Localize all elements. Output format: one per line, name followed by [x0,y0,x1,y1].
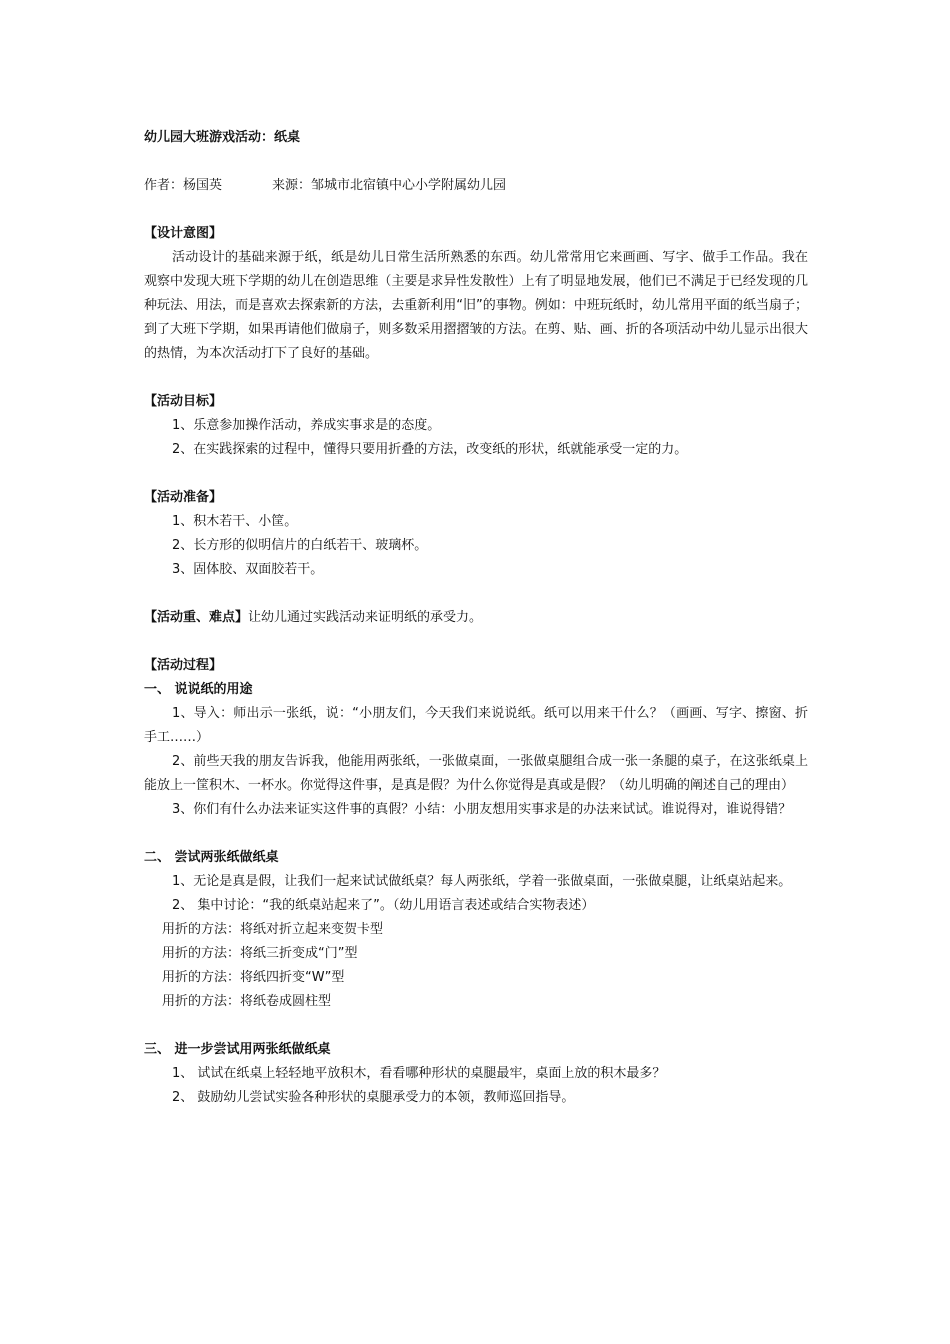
process-part3-item: 2、 鼓励幼儿尝试实验各种形状的桌腿承受力的本领，教师巡回指导。 [172,1090,575,1105]
source-label: 来源：邹城市北宿镇中心小学附属幼儿园 [272,178,507,193]
key-points-heading: 【活动重、难点】 [144,610,249,625]
preparation-heading: 【活动准备】 [144,490,223,505]
design-intent-heading: 【设计意图】 [144,226,223,241]
process-part2-heading: 二、 尝试两张纸做纸桌 [144,850,279,865]
fold-method: 用折的方法：将纸三折变成“门”型 [162,946,358,961]
process-part3-heading: 三、 进一步尝试用两张纸做纸桌 [144,1042,331,1057]
process-part3-item: 1、 试试在纸桌上轻轻地平放积木，看看哪种形状的桌腿最牢，桌面上放的积木最多？ [172,1066,666,1081]
document-page [144,126,808,1110]
process-part2-item: 1、无论是真是假，让我们一起来试试做纸桌？每人两张纸，学着一张做桌面，一张做桌腿，让纸桌站起来。 [172,874,792,889]
process-part2-item: 2、 集中讨论：“我的纸桌站起来了”。（幼儿用语言表述或结合实物表述） [172,898,595,913]
document-title: 幼儿园大班游戏活动：纸桌 [144,130,301,145]
fold-method: 用折的方法：将纸四折变“W”型 [162,970,345,985]
process-part1-heading: 一、 说说纸的用途 [144,682,253,697]
process-part1-item: 3、你们有什么办法来证实这件事的真假？小结：小朋友想用实事求是的办法来试试。谁说得对，谁说得错？ [172,802,792,817]
key-points-text: 让幼儿通过实践活动来证明纸的承受力。 [248,610,483,625]
author-label: 作者：杨国英 [144,178,223,193]
goals-heading: 【活动目标】 [144,394,223,409]
preparation-item: 2、长方形的似明信片的白纸若干、玻璃杯。 [172,538,428,553]
process-heading: 【活动过程】 [144,658,223,673]
preparation-item: 1、积木若干、小筐。 [172,514,298,529]
fold-method: 用折的方法：将纸卷成圆柱型 [162,994,332,1009]
process-part1-item: 2、前些天我的朋友告诉我，他能用两张纸，一张做桌面，一张做桌腿组合成一张一条腿的桌子，在这张纸桌上能放上一筐积木、一杯水。你觉得这件事，是真是假？为什么你觉得是真或是假？（幼儿明确的阐述自己的理由） [144,754,808,793]
author-line [144,174,808,198]
goal-item: 1、乐意参加操作活动，养成实事求是的态度。 [172,418,441,433]
design-intent-body: 活动设计的基础来源于纸，纸是幼儿日常生活所熟悉的东西。幼儿常常用它来画画、写字、做手工作品。我在观察中发现大班下学期的幼儿在创造思维（主要是求异性发散性）上有了明显地发展，他们已不满足于已经发现的几种玩法、用法，而是喜欢去探索新的方法，去重新利用“旧”的事物。例如：中班玩纸时，幼儿常用平面的纸当扇子；到了大班下学期，如果再请他们做扇子，则多数采用摺摺皱的方法。在剪、贴、画、折的各项活动中幼儿显示出很大的热情，为本次活动打下了良好的基础。 [144,250,808,361]
process-part1-item: 1、导入：师出示一张纸，说：“小朋友们，今天我们来说说纸。纸可以用来干什么？（画画、写字、擦窗、折手工……） [144,706,808,745]
goal-item: 2、在实践探索的过程中，懂得只要用折叠的方法，改变纸的形状，纸就能承受一定的力。 [172,442,688,457]
fold-method: 用折的方法：将纸对折立起来变贺卡型 [162,922,384,937]
key-points-line [144,606,808,630]
preparation-item: 3、固体胶、双面胶若干。 [172,562,324,577]
